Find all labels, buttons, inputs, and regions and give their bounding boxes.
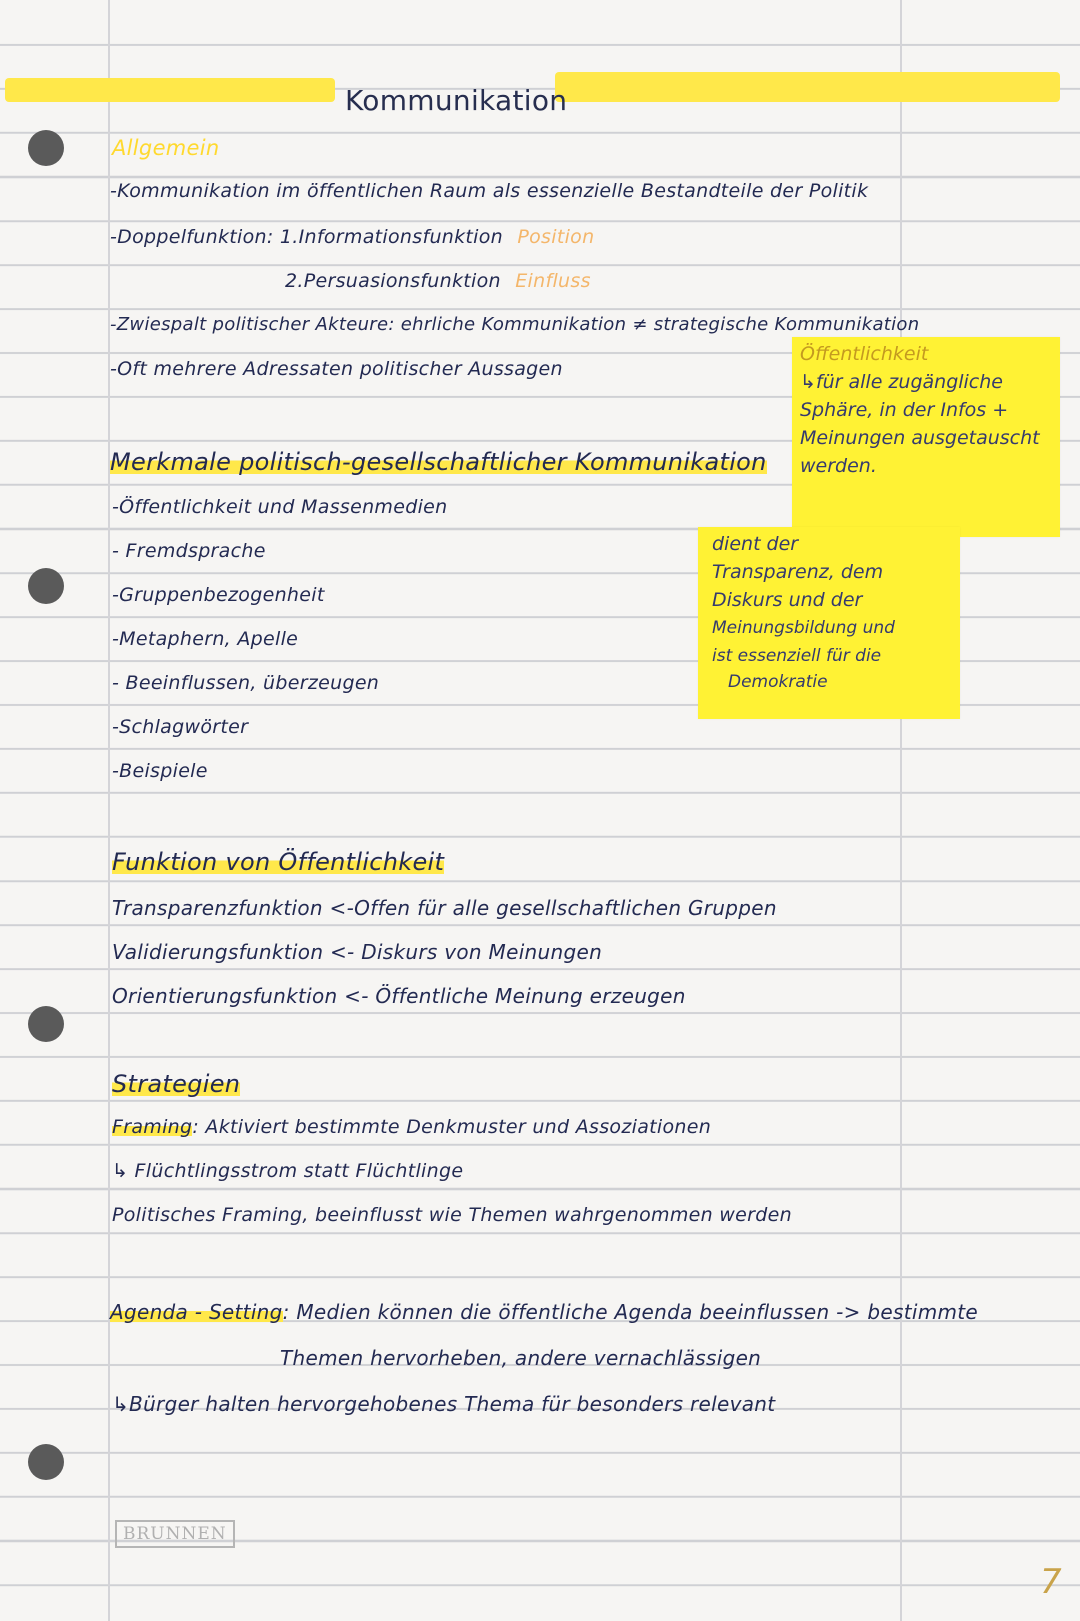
agenda-example: ↳Bürger halten hervorgehobenes Thema für besonders relevant bbox=[112, 1392, 776, 1416]
title-highlight-left bbox=[5, 78, 335, 102]
allgemein-line-2 bbox=[110, 226, 594, 248]
note-line: ist essenziell für die bbox=[712, 646, 882, 666]
agenda-text: : Medien können die öffentliche Agenda beeinflussen -> bestimmte bbox=[282, 1300, 979, 1324]
punch-hole bbox=[28, 568, 64, 604]
funktion-item: Validierungsfunktion <- Diskurs von Meinungen bbox=[112, 940, 603, 964]
merkmal-item: - Fremdsprache bbox=[112, 540, 266, 562]
agenda-line bbox=[110, 1300, 978, 1324]
funktion-item: Transparenzfunktion <-Offen für alle gesellschaftlichen Gruppen bbox=[112, 896, 777, 920]
sticky-note-dient bbox=[698, 527, 960, 719]
heading-allgemein: Allgemein bbox=[112, 136, 220, 160]
note-title: Öffentlichkeit bbox=[800, 343, 929, 365]
strategien-heading-text: Strategien bbox=[112, 1070, 241, 1098]
punch-hole bbox=[28, 130, 64, 166]
note-line: Meinungsbildung und bbox=[712, 618, 895, 638]
note-line: werden. bbox=[800, 455, 877, 477]
doppelfunktion-text: -Doppelfunktion: 1.Informationsfunktion bbox=[110, 226, 504, 248]
framing-line bbox=[112, 1116, 711, 1138]
punch-hole bbox=[28, 1006, 64, 1042]
merkmal-item: -Metaphern, Apelle bbox=[112, 628, 299, 650]
note-line: ↳für alle zugängliche bbox=[800, 371, 1003, 393]
note-line: Meinungen ausgetauscht bbox=[800, 427, 1040, 449]
allgemein-line-1: -Kommunikation im öffentlichen Raum als essenzielle Bestandteile der Politik bbox=[110, 180, 869, 202]
merkmale-heading-text: Merkmale politisch-gesellschaftlicher Kommunikation bbox=[110, 448, 767, 476]
note-line: Transparenz, dem bbox=[712, 561, 884, 583]
punch-hole bbox=[28, 1444, 64, 1480]
heading-strategien bbox=[112, 1070, 240, 1098]
merkmal-item: -Öffentlichkeit und Massenmedien bbox=[112, 496, 448, 518]
merkmal-item: -Beispiele bbox=[112, 760, 208, 782]
tag-einfluss: Einfluss bbox=[515, 270, 591, 292]
framing-political: Politisches Framing, beeinflusst wie Themen wahrgenommen werden bbox=[112, 1204, 792, 1226]
funktion-heading-text: Funktion von Öffentlichkeit bbox=[112, 848, 445, 876]
merkmal-item: - Beeinflussen, überzeugen bbox=[112, 672, 380, 694]
note-line: Demokratie bbox=[728, 672, 828, 692]
merkmal-item: -Schlagwörter bbox=[112, 716, 249, 738]
funktion-item: Orientierungsfunktion <- Öffentliche Meinung erzeugen bbox=[112, 984, 686, 1008]
note-line: Diskurs und der bbox=[712, 589, 863, 611]
note-line: dient der bbox=[712, 533, 799, 555]
brand-logo: BRUNNEN bbox=[115, 1520, 235, 1548]
right-margin-line bbox=[900, 0, 902, 1621]
merkmal-item: -Gruppenbezogenheit bbox=[112, 584, 325, 606]
agenda-label: Agenda - Setting bbox=[110, 1300, 283, 1324]
title-highlight-right bbox=[555, 72, 1060, 102]
framing-label: Framing bbox=[112, 1116, 193, 1138]
allgemein-line-5: -Oft mehrere Adressaten politischer Aussagen bbox=[110, 358, 563, 380]
page-title: Kommunikation bbox=[345, 84, 568, 117]
allgemein-line-3 bbox=[285, 270, 591, 292]
agenda-line-2: Themen hervorheben, andere vernachlässigen bbox=[280, 1346, 762, 1370]
heading-funktion bbox=[112, 848, 444, 876]
page-number: 7 bbox=[1040, 1562, 1062, 1602]
framing-example: ↳ Flüchtlingsstrom statt Flüchtlinge bbox=[112, 1160, 464, 1182]
framing-text: : Aktiviert bestimmte Denkmuster und Assoziationen bbox=[192, 1116, 712, 1138]
tag-position: Position bbox=[517, 226, 595, 248]
sticky-note-oeffentlichkeit bbox=[792, 337, 1060, 537]
heading-merkmale bbox=[110, 448, 767, 476]
note-line: Sphäre, in der Infos + bbox=[800, 399, 1009, 421]
allgemein-line-4: -Zwiespalt politischer Akteure: ehrliche Kommunikation ≠ strategische Kommunikation bbox=[110, 314, 920, 335]
persuasion-text: 2.Persuasionsfunktion bbox=[285, 270, 501, 292]
